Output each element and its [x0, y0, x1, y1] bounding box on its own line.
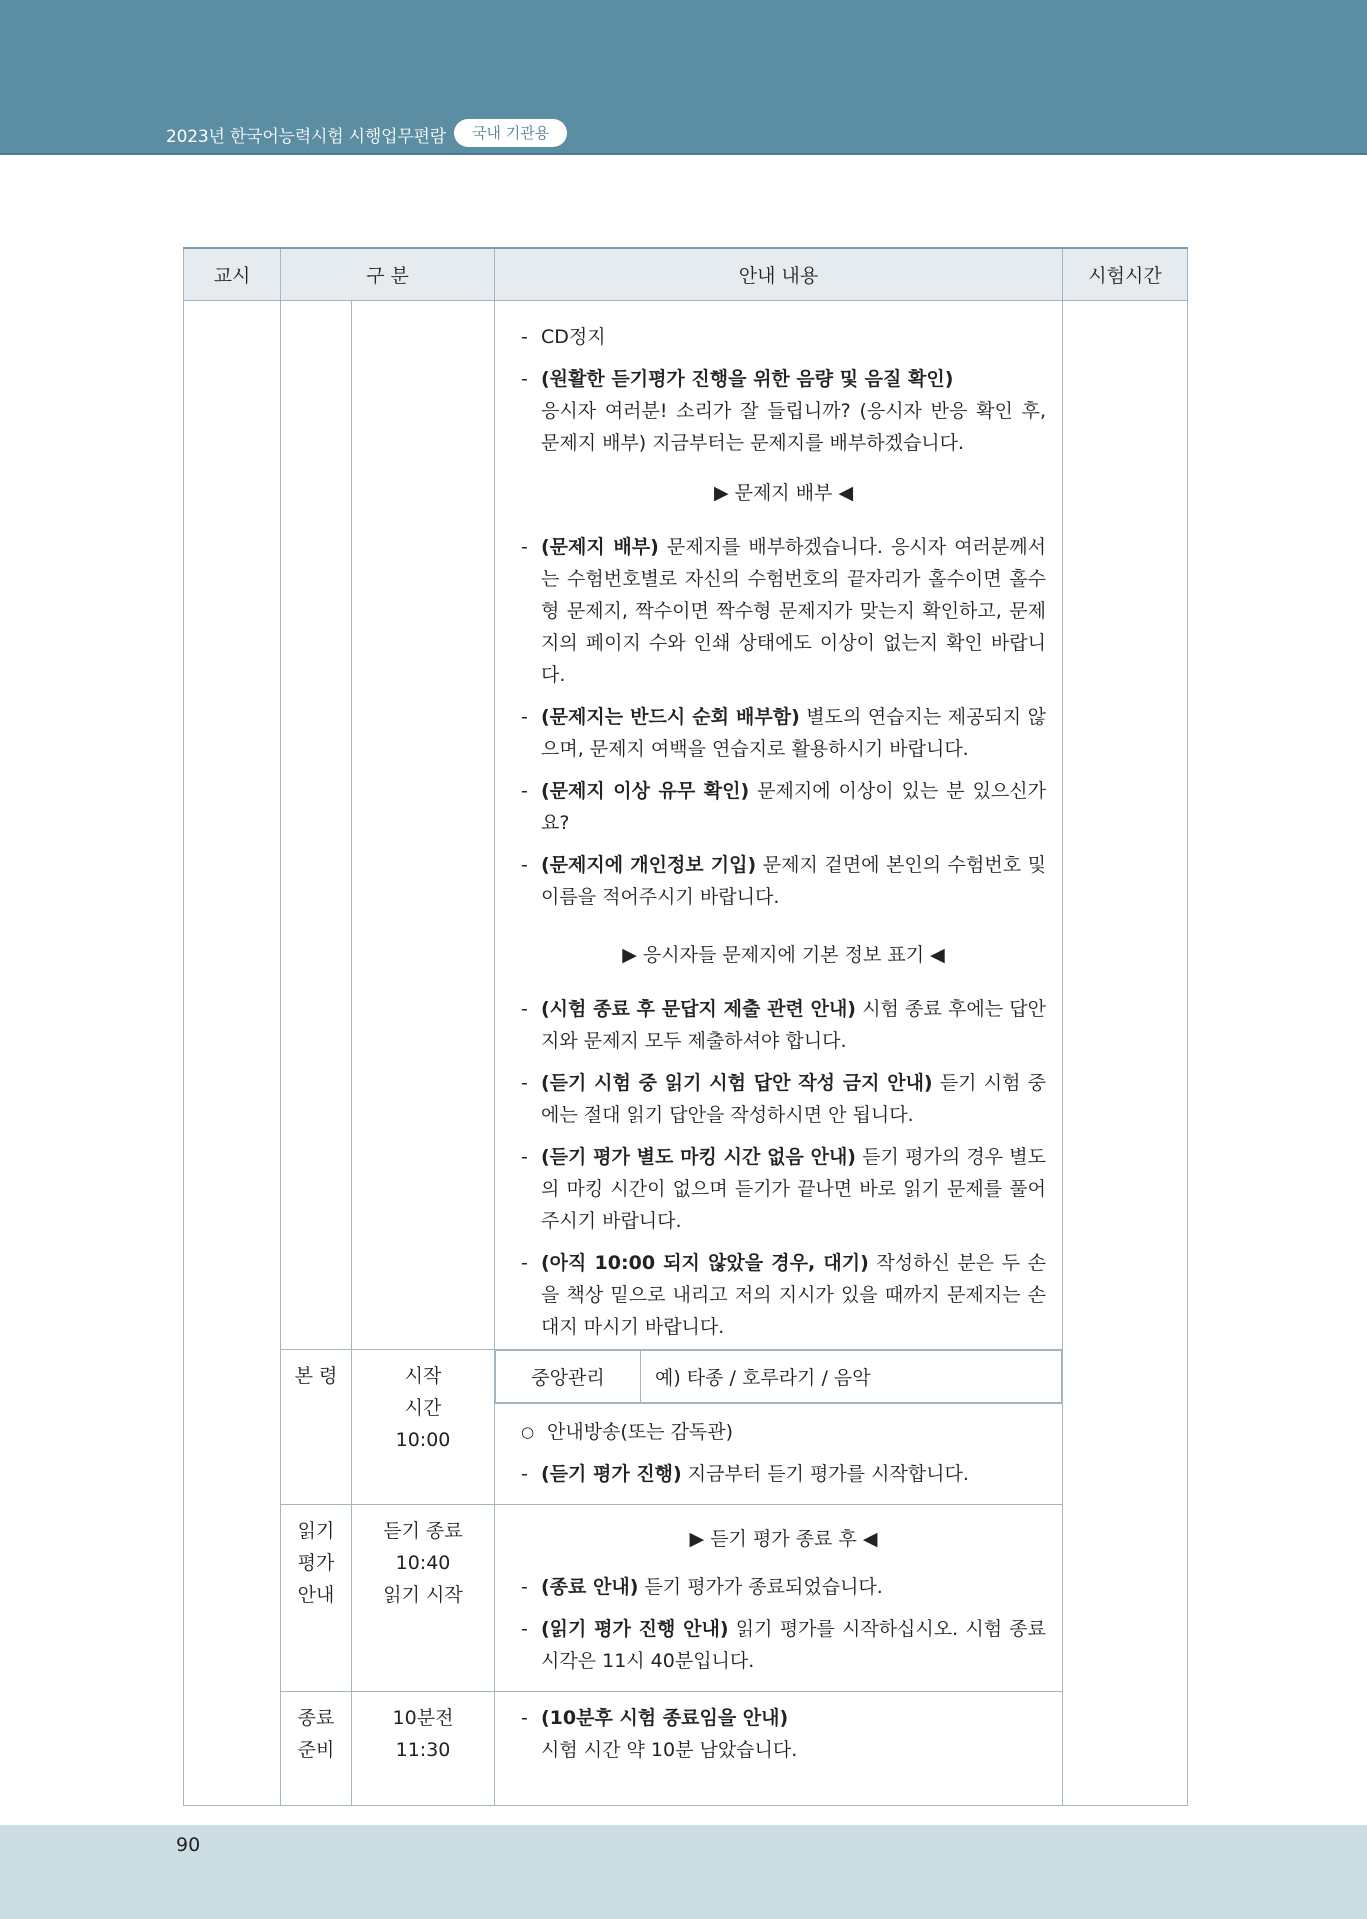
- list-item: - (문제지에 개인정보 기입) 문제지 겉면에 본인의 수험번호 및 이름을 적어주시기 바랍니다.: [521, 849, 1046, 913]
- list-item: - (듣기 평가 별도 마킹 시간 없음 안내) 듣기 평가의 경우 별도의 마킹 시간이 없으며 듣기가 끝나면 바로 읽기 문제를 풀어주시기 바랍니다.: [521, 1141, 1046, 1237]
- category-main: 본 령: [281, 1349, 352, 1504]
- list-item: - (원활한 듣기평가 진행을 위한 음량 및 음질 확인) 응시자 여러분! 소리가 잘 들립니까? (응시자 반응 확인 후, 문제지 배부) 지금부터는 문제지를 배부하겠습니다.: [521, 363, 1046, 459]
- time-cell: [1063, 300, 1188, 1805]
- table-row: [184, 1349, 1188, 1403]
- content-cell: [495, 300, 1063, 1349]
- table-header-row: [184, 248, 1188, 300]
- section-marker: ▶ 듣기 평가 종료 후 ◀: [689, 1527, 878, 1550]
- header-title: 2023년 한국어능력시험 시행업무편람: [166, 127, 446, 147]
- category-reading-time: 듣기 종료 10:40 읽기 시작: [352, 1504, 495, 1691]
- list-item: - (읽기 평가 진행 안내) 읽기 평가를 시작하십시오. 시험 종료 시각은 11시 40분입니다.: [521, 1613, 1046, 1677]
- table-row: [184, 1504, 1188, 1691]
- list-item: - (문제지 배부) 문제지를 배부하겠습니다. 응시자 여러분께서는 수험번호별로 자신의 수험번호의 끝자리가 홀수이면 홀수형 문제지, 짝수이면 짝수형 문제지가 맞는지 확인하고, 문제지의 페이지 수와 인쇄 상태에도 이상이 없는지 확인 바랍니다.: [521, 531, 1046, 691]
- list-item: ○ 안내방송(또는 감독관): [521, 1416, 1046, 1448]
- subcategory-cell: [352, 300, 495, 1349]
- content-cell: [495, 1504, 1063, 1691]
- central-value: 예) 타종 / 호루라기 / 음악: [641, 1350, 1062, 1402]
- section-marker: ▶ 문제지 배부 ◀: [713, 481, 854, 504]
- list-item: - (듣기 평가 진행) 지금부터 듣기 평가를 시작합니다.: [521, 1458, 1046, 1490]
- list-item: - (문제지는 반드시 순회 배부함) 별도의 연습지는 제공되지 않으며, 문제지 여백을 연습지로 활용하시기 바랍니다.: [521, 701, 1046, 765]
- category-start-time: 시작 시간 10:00: [352, 1349, 495, 1504]
- section-marker: ▶ 응시자들 문제지에 기본 정보 표기 ◀: [622, 943, 945, 966]
- category-reading: 읽기 평가 안내: [281, 1504, 352, 1691]
- guide-table: [183, 247, 1188, 1806]
- list-item: - (문제지 이상 유무 확인) 문제지에 이상이 있는 분 있으신가요?: [521, 775, 1046, 839]
- table-row: [184, 1691, 1188, 1805]
- page-number: 90: [176, 1834, 201, 1856]
- content-cell: [495, 1691, 1063, 1805]
- category-cell: [281, 300, 352, 1349]
- table-row: [184, 300, 1188, 1349]
- central-row: [495, 1349, 1063, 1403]
- header-content: 안내 내용: [495, 248, 1063, 300]
- header-period: 교시: [184, 248, 281, 300]
- list-item: - (시험 종료 후 문답지 제출 관련 안내) 시험 종료 후에는 답안지와 문제지 모두 제출하셔야 합니다.: [521, 993, 1046, 1057]
- list-item: - CD정지: [521, 321, 1046, 353]
- list-item: - (10분후 시험 종료임을 안내) 시험 시간 약 10분 남았습니다.: [521, 1702, 1046, 1766]
- header-badge: 국내 기관용: [454, 119, 567, 147]
- footer-band: [0, 1825, 1367, 1919]
- list-item: - (아직 10:00 되지 않았을 경우, 대기) 작성하신 분은 두 손을 책상 밑으로 내리고 저의 지시가 있을 때까지 문제지는 손대지 마시기 바랍니다.: [521, 1247, 1046, 1343]
- category-end: 종료 준비: [281, 1691, 352, 1805]
- header-category: 구 분: [281, 248, 495, 300]
- central-label: 중앙관리: [496, 1350, 641, 1402]
- period-cell: [184, 300, 281, 1805]
- header-time: 시험시간: [1063, 248, 1188, 300]
- category-end-time: 10분전 11:30: [352, 1691, 495, 1805]
- list-item: - (듣기 시험 중 읽기 시험 답안 작성 금지 안내) 듣기 시험 중에는 절대 읽기 답안을 작성하시면 안 됩니다.: [521, 1067, 1046, 1131]
- content-cell: [495, 1403, 1063, 1504]
- list-item: - (종료 안내) 듣기 평가가 종료되었습니다.: [521, 1571, 1046, 1603]
